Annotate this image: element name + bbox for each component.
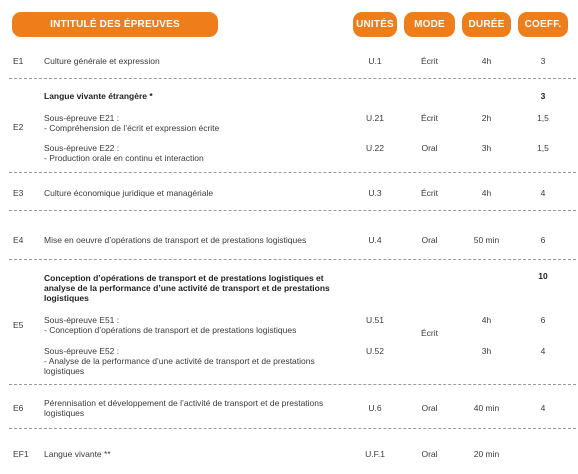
row-e3-coeff: 4	[540, 188, 546, 198]
row-e2-sub1-desc: - Compréhension de l’écrit et expression écrite	[44, 123, 220, 133]
header-mode: MODE	[404, 12, 455, 37]
row-e1-mode: Écrit	[421, 56, 438, 66]
row-ef1-title: Langue vivante **	[44, 449, 111, 459]
row-e2-sub2-title: Sous-épreuve E22 :	[44, 143, 120, 153]
row-e2-sub1-title: Sous-épreuve E21 :	[44, 113, 120, 123]
row-e3-mode: Écrit	[421, 188, 438, 198]
row-e4-title: Mise en oeuvre d’opérations de transport et de prestations logistiques	[44, 235, 307, 245]
row-e5-title: Conception d’opérations de transport et de prestations logistiques et analyse de la performance d’une activité de transport et de prestations logistiques	[44, 273, 330, 303]
row-e4-unit: U.4	[368, 235, 382, 245]
row-e3-title: Culture économique juridique et managériale	[44, 188, 214, 198]
row-e2-title: Langue vivante étrangère *	[44, 91, 153, 101]
row-e4-code: E4	[13, 235, 24, 245]
row-e5-coeff: 10	[538, 271, 548, 281]
row-e5-sub2-duree: 3h	[481, 346, 492, 356]
row-e6-coeff: 4	[540, 403, 546, 413]
row-e6-duree: 40 min	[473, 403, 500, 413]
row-e5-mode: Écrit	[421, 328, 438, 338]
row-e4-mode: Oral	[421, 235, 438, 245]
row-e5-sub2-desc: - Analyse de la performance d’une activité de transport et de prestations logistiques	[44, 356, 315, 376]
row-e2-sub2-duree: 3h	[481, 143, 492, 153]
row-e2-code: E2	[13, 122, 24, 132]
row-e1-coeff: 3	[540, 56, 546, 66]
row-e2-coeff: 3	[540, 91, 546, 101]
row-e2-sub2-unit: U.22	[366, 143, 384, 153]
row-e6-title: Pérennisation et développement de l’activité de transport et de prestations logistiques	[44, 398, 324, 418]
row-e5-sub2-unit: U.52	[366, 346, 384, 356]
row-e3-code: E3	[13, 188, 24, 198]
row-e5-sub1-title: Sous-épreuve E51 :	[44, 315, 120, 325]
header-duree: DURÉE	[462, 12, 511, 37]
row-e5-sub1-duree: 4h	[481, 315, 492, 325]
row-e2-sub1-coeff: 1,5	[537, 113, 549, 123]
row-e4-coeff: 6	[540, 235, 546, 245]
row-e2-sub2-desc: - Production orale en continu et interaction	[44, 153, 204, 163]
row-e6-code: E6	[13, 403, 24, 413]
row-e1-unit: U.1	[368, 56, 382, 66]
row-e5-code: E5	[13, 320, 24, 330]
row-ef1-code: EF1	[13, 449, 29, 459]
row-divider	[9, 428, 576, 429]
row-divider	[9, 384, 576, 385]
row-e6-unit: U.6	[368, 403, 382, 413]
row-divider	[9, 210, 576, 211]
row-ef1-mode: Oral	[421, 449, 438, 459]
row-e1-duree: 4h	[481, 56, 492, 66]
header-unites: UNITÉS	[353, 12, 397, 37]
row-e2-sub1-duree: 2h	[481, 113, 492, 123]
row-e2-sub1-unit: U.21	[366, 113, 384, 123]
header-coeff: COEFF.	[518, 12, 568, 37]
row-e5-sub2-title: Sous-épreuve E52 :	[44, 346, 120, 356]
row-divider	[9, 259, 576, 260]
row-e1-code: E1	[13, 56, 24, 66]
row-e1-title: Culture générale et expression	[44, 56, 160, 66]
header-intitule: INTITULÉ DES ÉPREUVES	[12, 12, 218, 37]
row-ef1-duree: 20 min	[473, 449, 500, 459]
row-e5-sub2-coeff: 4	[540, 346, 546, 356]
row-e5-sub1-unit: U.51	[366, 315, 384, 325]
row-e2-sub2-mode: Oral	[421, 143, 438, 153]
row-e6-mode: Oral	[421, 403, 438, 413]
row-divider	[9, 78, 576, 79]
row-e2-sub1-mode: Écrit	[421, 113, 438, 123]
row-e3-duree: 4h	[481, 188, 492, 198]
row-e5-sub1-desc: - Conception d’opérations de transport et de prestations logistiques	[44, 325, 297, 335]
row-e4-duree: 50 min	[473, 235, 500, 245]
row-e2-sub2-coeff: 1,5	[537, 143, 549, 153]
row-e5-sub1-coeff: 6	[540, 315, 546, 325]
row-divider	[9, 172, 576, 173]
row-e3-unit: U.3	[368, 188, 382, 198]
row-ef1-unit: U.F.1	[365, 449, 385, 459]
